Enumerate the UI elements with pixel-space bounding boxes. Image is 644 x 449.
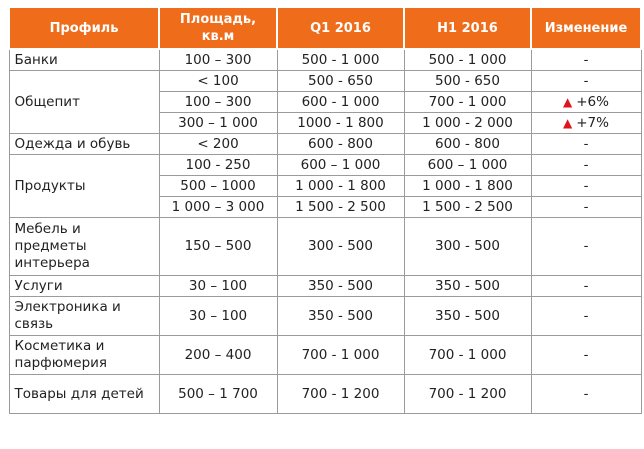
header-profile: Профиль (9, 7, 159, 49)
up-arrow-icon: ▲ (563, 94, 573, 109)
area-cell: 30 – 100 (159, 297, 277, 336)
header-change: Изменение (531, 7, 641, 49)
area-cell: < 100 (159, 71, 277, 92)
rent-rates-table (8, 6, 642, 414)
change-cell: - (531, 297, 641, 336)
q1-cell: 700 - 1 200 (277, 375, 404, 414)
profile-cell: Мебель и предметы интерьера (9, 218, 159, 276)
table-header-row (9, 7, 641, 49)
h1-cell: 350 - 500 (404, 297, 531, 336)
h1-cell: 600 - 800 (404, 134, 531, 155)
q1-cell: 600 - 1 000 (277, 92, 404, 113)
change-value: +7% (576, 114, 609, 131)
table-row (9, 49, 641, 71)
profile-cell: Косметика и парфюмерия (9, 336, 159, 375)
h1-cell: 700 - 1 200 (404, 375, 531, 414)
q1-cell: 600 - 800 (277, 134, 404, 155)
h1-cell: 1 500 - 2 500 (404, 197, 531, 218)
header-area: Площадь, кв.м (159, 7, 277, 49)
area-cell: 100 – 300 (159, 92, 277, 113)
q1-cell: 600 – 1 000 (277, 155, 404, 176)
area-cell: 100 - 250 (159, 155, 277, 176)
h1-cell: 1 000 - 2 000 (404, 113, 531, 134)
profile-cell: Одежда и обувь (9, 134, 159, 155)
table-row (9, 297, 641, 336)
change-cell: - (531, 336, 641, 375)
change-cell (531, 113, 641, 134)
q1-cell: 300 - 500 (277, 218, 404, 276)
area-cell: 500 – 1000 (159, 176, 277, 197)
area-cell: 100 – 300 (159, 49, 277, 71)
change-cell: - (531, 49, 641, 71)
h1-cell: 350 - 500 (404, 276, 531, 297)
h1-cell: 700 - 1 000 (404, 336, 531, 375)
q1-cell: 1 500 - 2 500 (277, 197, 404, 218)
table-row (9, 336, 641, 375)
profile-cell: Банки (9, 49, 159, 71)
table-row (9, 71, 641, 92)
q1-cell: 1 000 - 1 800 (277, 176, 404, 197)
area-cell: 150 – 500 (159, 218, 277, 276)
area-cell: 300 – 1 000 (159, 113, 277, 134)
area-cell: 1 000 – 3 000 (159, 197, 277, 218)
profile-cell: Общепит (9, 71, 159, 134)
change-cell: - (531, 134, 641, 155)
change-cell: - (531, 276, 641, 297)
table-row (9, 375, 641, 414)
h1-cell: 1 000 - 1 800 (404, 176, 531, 197)
table-row (9, 218, 641, 276)
q1-cell: 500 - 1 000 (277, 49, 404, 71)
h1-cell: 700 - 1 000 (404, 92, 531, 113)
profile-cell: Продукты (9, 155, 159, 218)
q1-cell: 350 - 500 (277, 276, 404, 297)
h1-cell: 300 - 500 (404, 218, 531, 276)
area-cell: 500 – 1 700 (159, 375, 277, 414)
change-value: +6% (576, 93, 609, 110)
change-cell: - (531, 71, 641, 92)
profile-cell: Товары для детей (9, 375, 159, 414)
h1-cell: 500 - 650 (404, 71, 531, 92)
table-row (9, 276, 641, 297)
area-cell: < 200 (159, 134, 277, 155)
area-cell: 200 – 400 (159, 336, 277, 375)
up-arrow-icon: ▲ (563, 115, 573, 130)
change-cell: - (531, 375, 641, 414)
header-q1: Q1 2016 (277, 7, 404, 49)
area-cell: 30 – 100 (159, 276, 277, 297)
q1-cell: 350 - 500 (277, 297, 404, 336)
change-cell: - (531, 197, 641, 218)
change-cell (531, 92, 641, 113)
h1-cell: 500 - 1 000 (404, 49, 531, 71)
h1-cell: 600 – 1 000 (404, 155, 531, 176)
q1-cell: 1000 - 1 800 (277, 113, 404, 134)
change-cell: - (531, 176, 641, 197)
profile-cell: Услуги (9, 276, 159, 297)
header-h1: H1 2016 (404, 7, 531, 49)
change-cell: - (531, 155, 641, 176)
q1-cell: 700 - 1 000 (277, 336, 404, 375)
q1-cell: 500 - 650 (277, 71, 404, 92)
profile-cell: Электроника и связь (9, 297, 159, 336)
table-row (9, 134, 641, 155)
table-row (9, 155, 641, 176)
change-cell: - (531, 218, 641, 276)
